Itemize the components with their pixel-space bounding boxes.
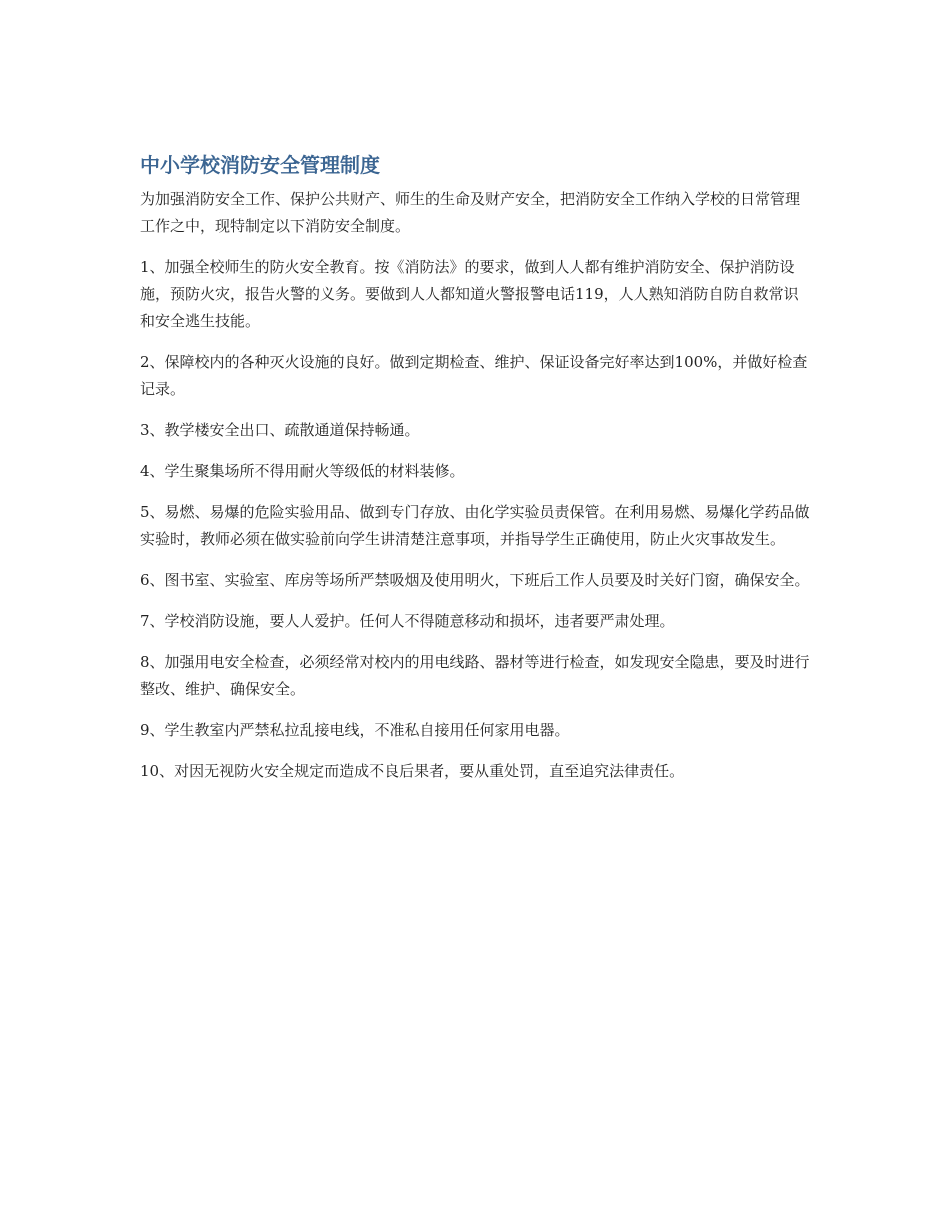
rule-item-6: 6、图书室、实验室、库房等场所严禁吸烟及使用明火，下班后工作人员要及时关好门窗，确保安全。	[140, 571, 810, 589]
document-title: 中小学校消防安全管理制度	[140, 153, 380, 177]
rule-item-9: 9、学生教室内严禁私拉乱接电线，不准私自接用任何家用电器。	[140, 721, 570, 739]
rule-item-7: 7、学校消防设施，要人人爱护。任何人不得随意移动和损坏，违者要严肃处理。	[140, 612, 675, 630]
rule-item-8: 8、加强用电安全检查，必须经常对校内的用电线路、器材等进行检查，如发现安全隐患，要及时进行整改、维护、确保安全。	[140, 653, 810, 698]
rule-item-3: 3、教学楼安全出口、疏散通道保持畅通。	[140, 421, 420, 439]
rule-item-4: 4、学生聚集场所不得用耐火等级低的材料装修。	[140, 462, 465, 480]
rule-item-1: 1、加强全校师生的防火安全教育。按《消防法》的要求，做到人人都有维护消防安全、保护消防设施，预防火灾，报告火警的义务。要做到人人都知道火警报警电话119，人人熟知消防自防自救常识和安全逃生技能。	[140, 258, 799, 330]
rule-item-2: 2、保障校内的各种灭火设施的良好。做到定期检查、维护、保证设备完好率达到100%，并做好检查记录。	[140, 353, 808, 398]
intro-paragraph: 为加强消防安全工作、保护公共财产、师生的生命及财产安全，把消防安全工作纳入学校的日常管理工作之中，现特制定以下消防安全制度。	[140, 190, 801, 235]
document-body	[140, 150, 812, 799]
rule-item-10: 10、对因无视防火安全规定而造成不良后果者，要从重处罚，直至追究法律责任。	[140, 762, 685, 780]
rule-item-5: 5、易燃、易爆的危险实验用品、做到专门存放、由化学实验员责保管。在利用易燃、易爆化学药品做实验时，教师必须在做实验前向学生讲清楚注意事项，并指导学生正确使用，防止火灾事故发生。	[140, 503, 810, 548]
